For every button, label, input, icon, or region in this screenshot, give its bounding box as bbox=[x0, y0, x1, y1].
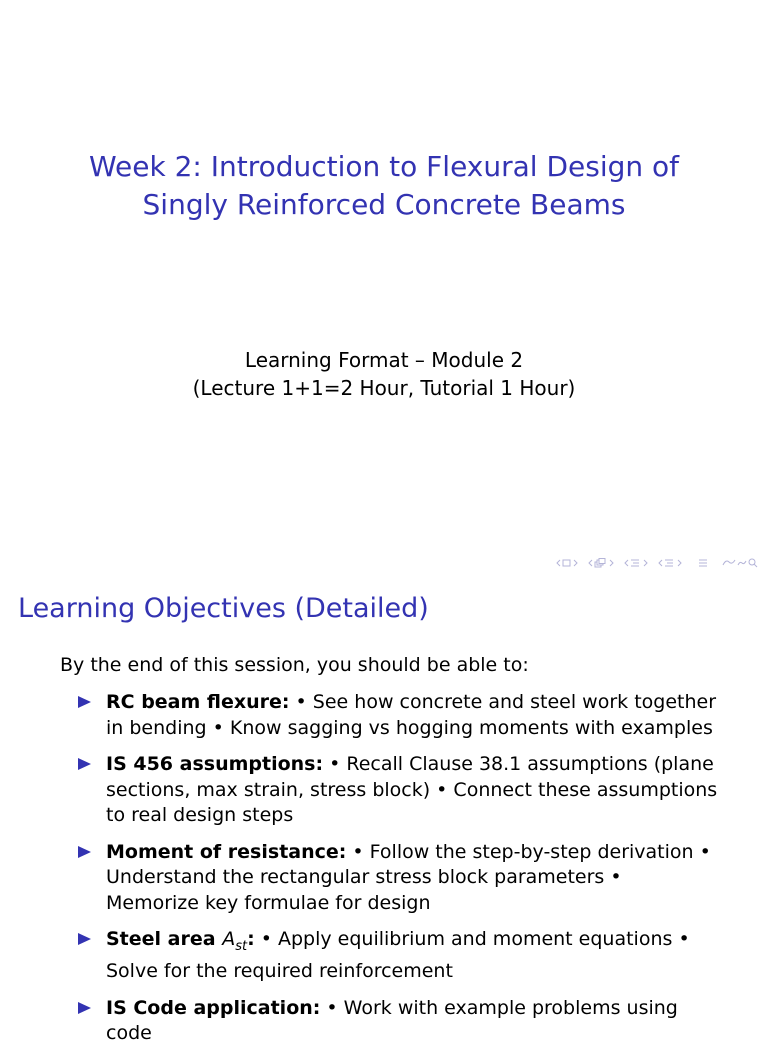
search-icon[interactable] bbox=[722, 558, 760, 568]
item-heading-text: Steel area bbox=[106, 928, 216, 950]
frame-title: Learning Objectives (Detailed) bbox=[18, 593, 429, 624]
item-body: • Recall Clause 38.1 assumptions (plane sections, max strain, stress block) • Connect these assumptions to real design steps bbox=[106, 753, 718, 826]
item-heading: RC beam flexure: bbox=[106, 691, 290, 713]
item-body: • Apply equilibrium and moment equations • Solve for the required reinforcement bbox=[106, 928, 690, 983]
align-icon[interactable] bbox=[698, 558, 708, 568]
math-symbol: A bbox=[222, 928, 236, 950]
list-item bbox=[78, 927, 718, 985]
slide-subtitle-line-1: Learning Format – Module 2 bbox=[244, 348, 524, 372]
triangle-bullet-icon bbox=[78, 696, 91, 708]
section-icon[interactable] bbox=[658, 558, 682, 568]
slide-first-icon[interactable] bbox=[556, 558, 578, 568]
item-body: • Work with example problems using code bbox=[106, 996, 678, 1045]
slide-subtitle bbox=[0, 346, 768, 402]
intro-text: By the end of this session, you should be able to: bbox=[60, 654, 529, 676]
triangle-bullet-icon bbox=[78, 846, 91, 858]
beamer-navigation-bar bbox=[546, 556, 760, 570]
slide-title-line-1: Week 2: Introduction to Flexural Design of bbox=[88, 150, 680, 183]
item-body: • Follow the step-by-step derivation • Understand the rectangular stress block parameters • Memorize key formulae for design bbox=[106, 840, 711, 914]
math-subscript: st bbox=[235, 938, 248, 954]
item-heading-colon: : bbox=[247, 928, 255, 950]
list-item bbox=[78, 690, 718, 741]
list-item bbox=[78, 840, 718, 917]
slide-title bbox=[0, 148, 768, 224]
item-heading: IS Code application: bbox=[106, 996, 321, 1019]
slide-subtitle-line-2: (Lecture 1+1=2 Hour, Tutorial 1 Hour) bbox=[192, 376, 576, 400]
item-heading: Moment of resistance: bbox=[106, 840, 347, 863]
list-item bbox=[78, 752, 718, 829]
subsection-icon[interactable] bbox=[624, 558, 648, 568]
slide-title-line-2: Singly Reinforced Concrete Beams bbox=[142, 188, 626, 221]
item-heading bbox=[106, 928, 255, 954]
objectives-slide bbox=[0, 576, 768, 1045]
triangle-bullet-icon bbox=[78, 1002, 91, 1014]
item-body: • See how concrete and steel work together in bending • Know sagging vs hogging moments with examples bbox=[106, 691, 717, 739]
objectives-list bbox=[78, 690, 718, 1058]
list-item bbox=[78, 996, 718, 1047]
frame-icon[interactable] bbox=[588, 558, 614, 568]
triangle-bullet-icon bbox=[78, 758, 91, 770]
triangle-bullet-icon bbox=[78, 933, 91, 945]
item-heading: IS 456 assumptions: bbox=[106, 753, 324, 775]
